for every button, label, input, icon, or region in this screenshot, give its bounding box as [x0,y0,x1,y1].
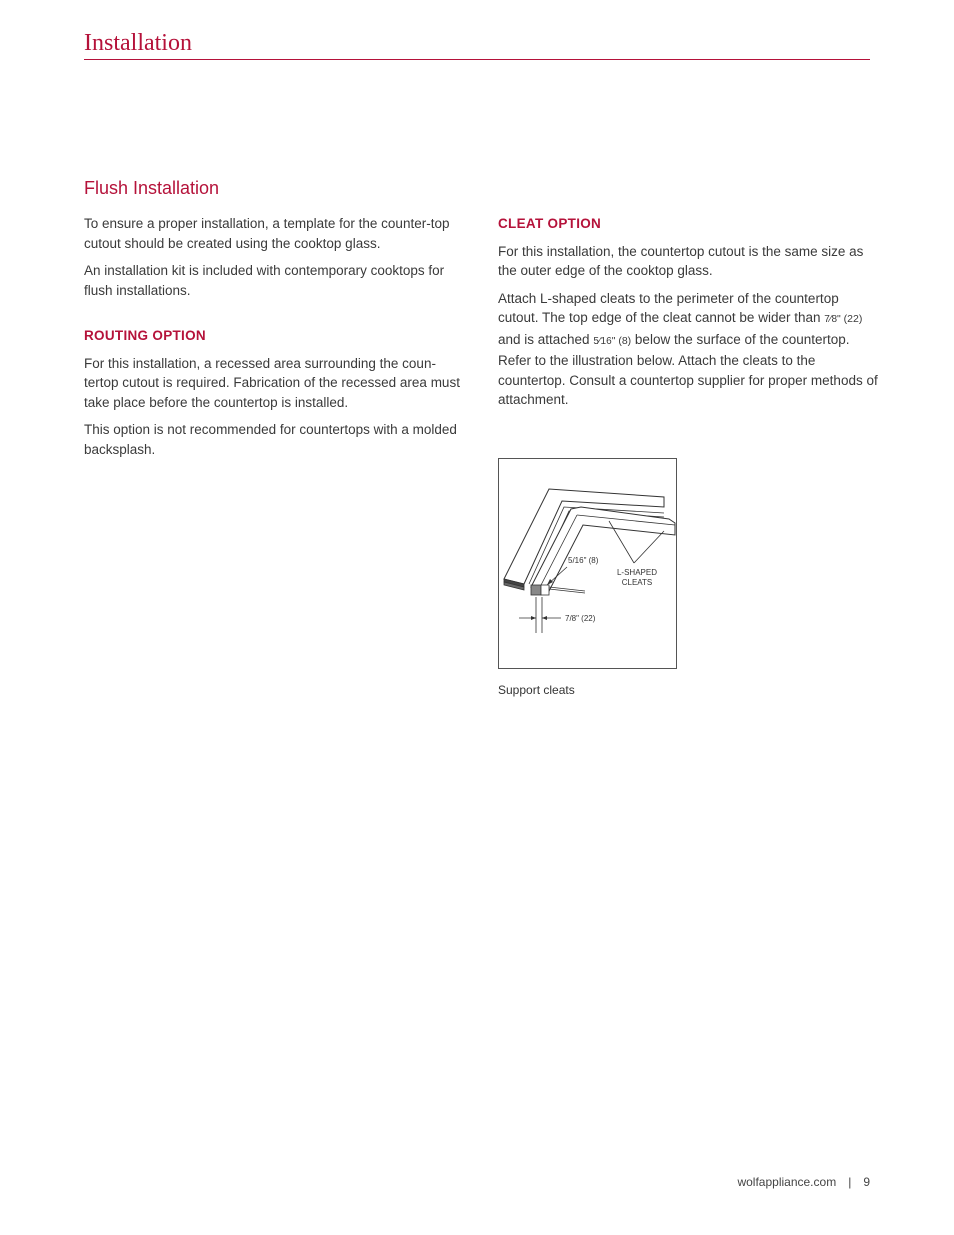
fraction-five-sixteenths: 5⁄16 [593,335,612,347]
cleat-paragraph [498,289,878,410]
routing-option-heading: ROUTING OPTION [84,328,206,343]
unit-22: " (22) [837,313,863,325]
page-header-title: Installation [84,30,192,56]
label-cleats: CLEATS [621,578,653,587]
page-number: 9 [863,1175,870,1189]
routing-paragraph: For this installation, a recessed area surrounding the coun-tertop cutout is required. Fabrication of the recessed area must take place before the countertop is installed. [84,355,460,410]
kit-paragraph: An installation kit is included with contemporary cooktops for flush installations. [84,263,445,298]
label-l-shaped: L-SHAPED [616,568,658,577]
backsplash-paragraph: This option is not recommended for countertops with a molded backsplash. [84,422,457,457]
support-cleats-illustration [498,458,677,669]
label-seven-eighths: 7/8" (22) [565,614,596,623]
footer-website: wolfappliance.com [737,1175,837,1189]
left-column [84,214,462,467]
header-divider [84,59,870,60]
page-footer [737,1175,870,1189]
cleat-option-heading: CLEAT OPTION [498,216,602,231]
section-title: Flush Installation [84,178,220,198]
right-column [498,214,878,418]
cleat-text-b: and is attached [498,331,594,347]
footer-separator: | [848,1175,852,1189]
figure-caption: Support cleats [498,683,575,697]
cleat-text-c: below the surface of the countertop. Refer to the illustration below. Attach the cleats to the countertop. Consult a countertop supplier for proper methods of attachment. [498,331,878,407]
unit-8: " (8) [611,334,632,347]
template-paragraph: To ensure a proper installation, a template for the counter-top cutout should be created using the cooktop glass. [84,216,450,251]
label-five-sixteenths: 5/16" (8) [568,556,599,565]
cutout-paragraph: For this installation, the countertop cutout is the same size as the outer edge of the cooktop glass. [498,243,864,278]
cleat-diagram [499,459,676,668]
fraction-seven-eighths: 7⁄8 [824,314,838,325]
cleat-text-a: Attach L-shaped cleats to the perimeter of the countertop cutout. The top edge of the cleat cannot be wider than [498,290,839,325]
